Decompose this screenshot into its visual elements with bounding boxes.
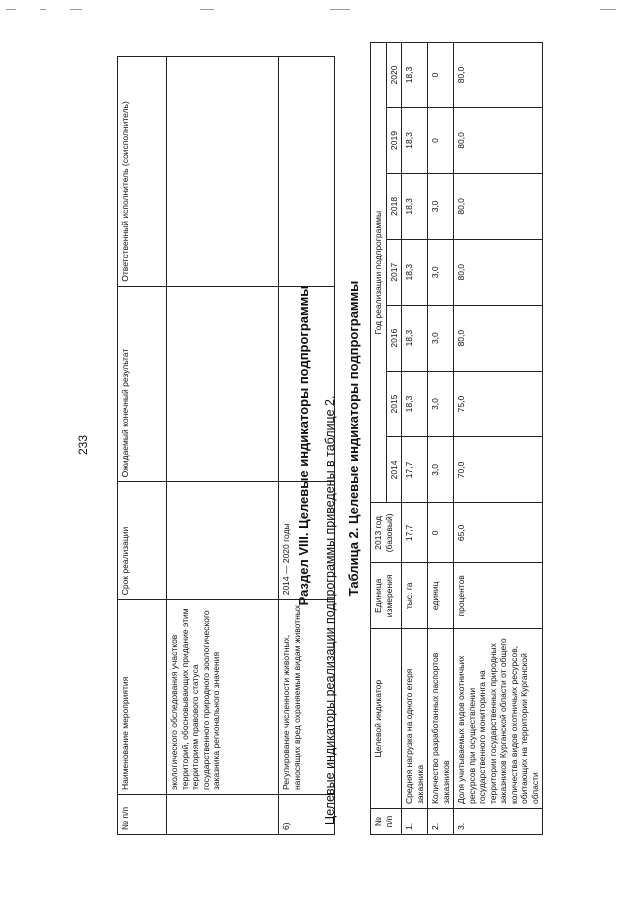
- table-header-row: [118, 57, 167, 835]
- section-text: Целевые индикаторы реализации подпрограммы приведены в таблице 2.: [323, 395, 337, 825]
- header-year: 2019: [386, 108, 402, 174]
- header-executor: Ответственный исполнитель (соисполнитель): [118, 57, 167, 287]
- header-year: 2018: [386, 173, 402, 239]
- row-value: 80,0: [454, 43, 543, 108]
- table-row: [454, 43, 543, 835]
- section-title: Раздел VIII. Целевые индикаторы подпрограммы: [296, 285, 311, 606]
- row-indicator: Средняя нагрузка на одного егеря заказника: [402, 629, 428, 809]
- row-value: 3,0: [428, 371, 454, 437]
- row-base: 17,7: [402, 503, 428, 563]
- header-unit: Единица измерения: [371, 563, 402, 629]
- row-value: 3,0: [428, 305, 454, 371]
- row-value: 18,3: [402, 305, 428, 371]
- row-num: 2.: [428, 809, 454, 835]
- header-base-year: 2013 год (базовый): [371, 503, 402, 563]
- row-value: 80,0: [454, 173, 543, 239]
- header-num: № п/п: [118, 795, 167, 835]
- header-indicator: Целевой индикатор: [371, 629, 402, 809]
- row-indicator: Количество разработанных паспортов заказников: [428, 629, 454, 809]
- row-unit: тыс. га: [402, 563, 428, 629]
- table-header-row: [371, 43, 387, 835]
- row-value: 80,0: [454, 108, 543, 174]
- row-unit: единиц: [428, 563, 454, 629]
- row-unit: процентов: [454, 563, 543, 629]
- row-value: 17,7: [402, 437, 428, 503]
- table-row: [167, 57, 279, 835]
- row-value: 0: [428, 43, 454, 108]
- row-value: 18,3: [402, 43, 428, 108]
- row-name: Регулирование численности животных, наносящих вред охраняемым видам животных: [279, 600, 335, 795]
- row-name: экологического обследования участков территорий, обосновывающих придание этим территориям правового статуса государственного природного зоологического заказника регионального значения: [167, 600, 279, 795]
- row-value: 18,3: [402, 108, 428, 174]
- table2-title: Таблица 2. Целевые индикаторы подпрограммы: [346, 280, 361, 597]
- table-row: [402, 43, 428, 835]
- table-row: [428, 43, 454, 835]
- row-value: 75,0: [454, 371, 543, 437]
- row-executor: [167, 57, 279, 287]
- header-result: Ожидаемый конечный результат: [118, 286, 167, 482]
- row-result: [167, 286, 279, 482]
- row-value: 80,0: [454, 239, 543, 305]
- header-years-group: Год реализации подпрограммы: [371, 43, 387, 503]
- page-number: 233: [76, 434, 90, 456]
- header-year: 2014: [386, 437, 402, 503]
- header-year: 2020: [386, 43, 402, 108]
- row-base: 65,0: [454, 503, 543, 563]
- row-value: 0: [428, 108, 454, 174]
- header-term: Срок реализации: [118, 482, 167, 600]
- row-value: 18,3: [402, 173, 428, 239]
- row-value: 80,0: [454, 305, 543, 371]
- row-num: [167, 795, 279, 835]
- row-value: 18,3: [402, 239, 428, 305]
- header-year: 2015: [386, 371, 402, 437]
- row-value: 18,3: [402, 371, 428, 437]
- header-year: 2017: [386, 239, 402, 305]
- header-year: 2016: [386, 305, 402, 371]
- indicators-table: [370, 42, 543, 835]
- row-value: 3,0: [428, 173, 454, 239]
- row-num: 6): [279, 795, 335, 835]
- row-value: 70,0: [454, 437, 543, 503]
- row-term: 2014 — 2020 годы: [279, 482, 335, 600]
- row-value: 3,0: [428, 437, 454, 503]
- row-base: 0: [428, 503, 454, 563]
- header-num: № п/п: [371, 809, 402, 835]
- row-num: 3.: [454, 809, 543, 835]
- row-indicator: Доля учитываемых видов охотничьих ресурсов при осуществлении государственного мониторинга на территории государственных природных заказников Курганской области от общего количества видов охотничьих ресурсов, обитающих на территории Курганской области: [454, 629, 543, 809]
- row-value: 3,0: [428, 239, 454, 305]
- row-num: 1.: [402, 809, 428, 835]
- header-name: Наименование мероприятия: [118, 600, 167, 795]
- row-term: [167, 482, 279, 600]
